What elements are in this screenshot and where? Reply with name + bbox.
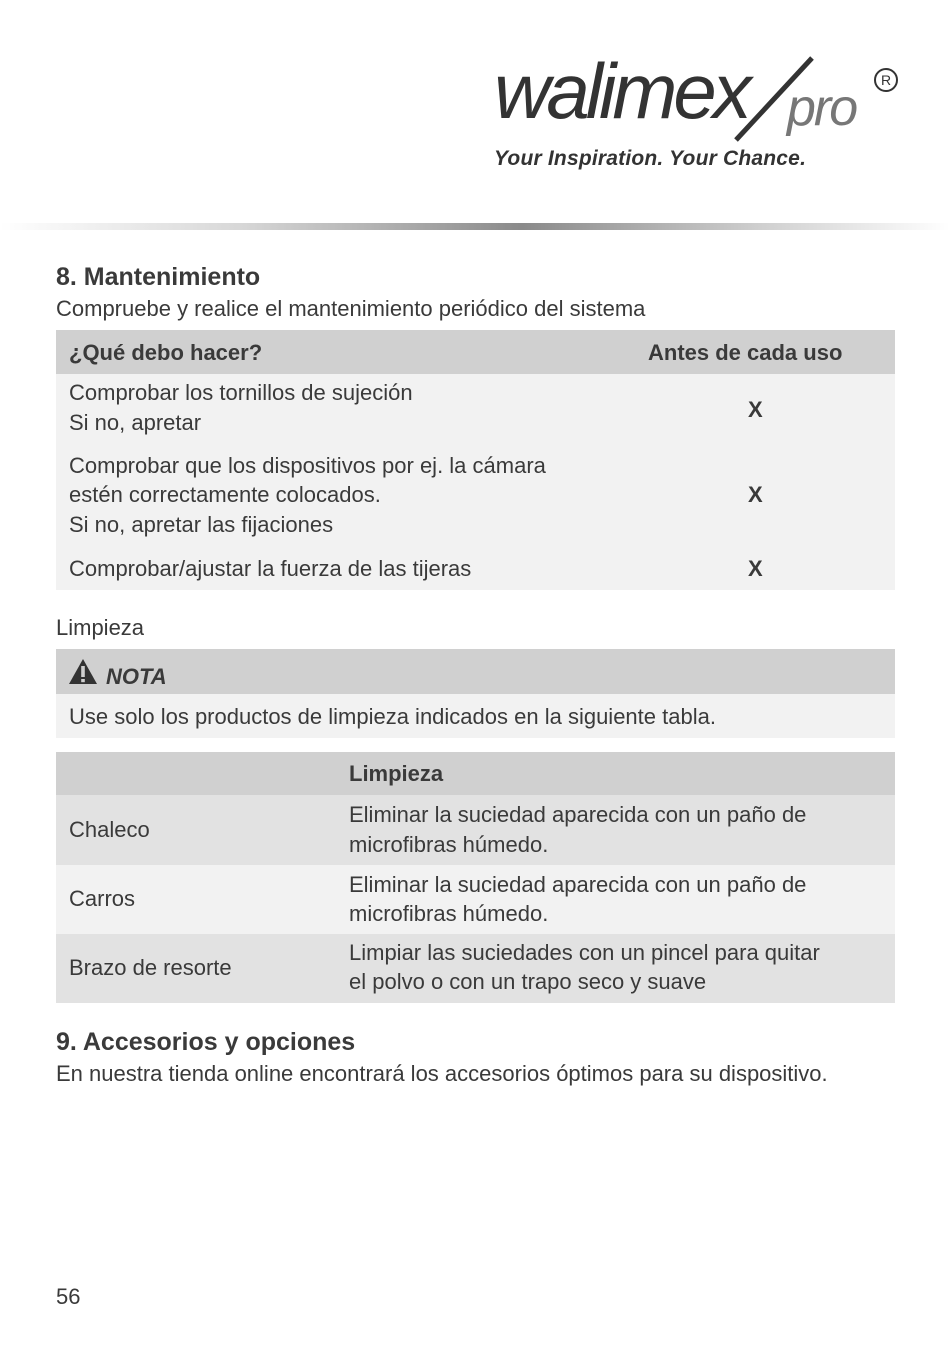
header-divider	[0, 223, 950, 230]
table-row	[56, 934, 895, 1003]
table-row	[56, 795, 895, 865]
cleaning-line: Limpiar las suciedades con un pincel para quitar	[349, 940, 820, 965]
task-line: Si no, apretar	[69, 410, 202, 435]
cleaning-line: microfibras húmedo.	[349, 901, 549, 926]
table-header-row	[56, 330, 895, 374]
item-name: Carros	[69, 886, 136, 911]
section-title-maintenance: 8. Mantenimiento	[56, 263, 261, 291]
cleaning-line: microfibras húmedo.	[349, 832, 549, 857]
cleaning-line: el polvo o con un trapo seco y suave	[349, 969, 707, 994]
check-mark: X	[748, 482, 763, 507]
item-name: Chaleco	[69, 817, 150, 842]
task-line: Comprobar que los dispositivos por ej. la cámara	[69, 453, 546, 478]
tagline: Your Inspiration. Your Chance.	[494, 147, 807, 170]
header-task: ¿Qué debo hacer?	[69, 340, 263, 365]
note-header	[56, 649, 895, 694]
section-intro: Compruebe y realice el mantenimiento periódico del sistema	[56, 296, 646, 321]
cleaning-header-row	[56, 752, 895, 795]
header-cleaning: Limpieza	[349, 761, 444, 786]
table-row	[56, 865, 895, 934]
logo-wordmark: walimex	[494, 47, 748, 135]
task-line: Comprobar/ajustar la fuerza de las tijeras	[69, 556, 472, 581]
cleaning-label: Limpieza	[56, 615, 145, 640]
note-box	[56, 649, 895, 738]
logo-suffix: pro	[787, 79, 857, 137]
maintenance-table	[56, 330, 895, 590]
cleaning-line: Eliminar la suciedad aparecida con un paño de	[349, 802, 807, 827]
note-text: Use solo los productos de limpieza indicados en la siguiente tabla.	[69, 704, 716, 729]
page-number: 56	[56, 1284, 81, 1309]
registered-mark: R	[874, 68, 898, 92]
warning-icon	[68, 658, 98, 685]
cleaning-table	[56, 752, 895, 1003]
section-title-accessories: 9. Accesorios y opciones	[56, 1028, 356, 1056]
note-body	[56, 694, 895, 738]
accessories-text: En nuestra tienda online encontrará los accesorios óptimos para su dispositivo.	[56, 1061, 828, 1086]
task-line: Si no, apretar las fijaciones	[69, 512, 334, 537]
task-line: Comprobar los tornillos de sujeción	[69, 380, 413, 405]
cleaning-line: Eliminar la suciedad aparecida con un paño de	[349, 872, 807, 897]
check-mark: X	[748, 556, 763, 581]
item-name: Brazo de resorte	[69, 955, 232, 980]
note-title: NOTA	[106, 664, 167, 689]
table-body	[56, 374, 895, 590]
header-before-each-use: Antes de cada uso	[648, 340, 843, 365]
task-line: estén correctamente colocados.	[69, 482, 381, 507]
check-mark: X	[748, 397, 763, 422]
